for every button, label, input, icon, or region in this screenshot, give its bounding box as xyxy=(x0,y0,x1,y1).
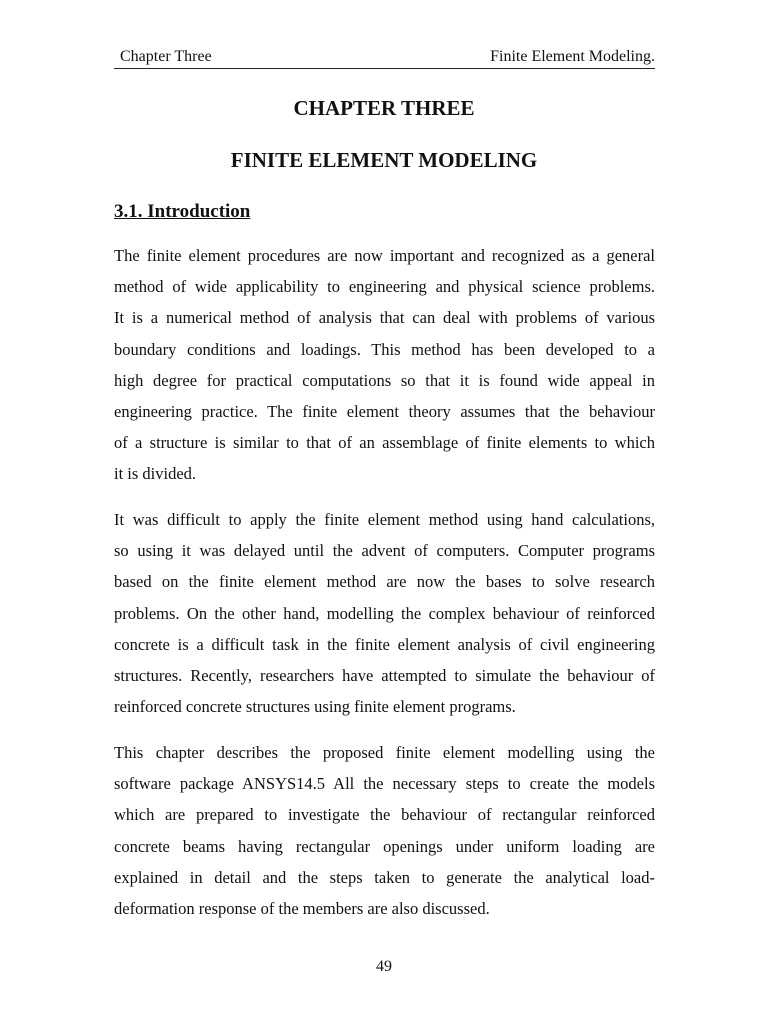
page-number: 49 xyxy=(376,958,392,975)
paragraph-line: software package ANSYS14.5 All the necessary steps to create the models xyxy=(114,774,655,794)
paragraph-line: boundary conditions and loadings. This method has been developed to a xyxy=(114,339,655,359)
paragraph-line: deformation response of the members are also discussed. xyxy=(114,898,490,918)
paragraph-1 xyxy=(114,240,655,490)
paragraph-3 xyxy=(114,737,655,924)
paragraph-line: high degree for practical computations so that it is found wide appeal in xyxy=(114,370,655,390)
paragraph-line: The finite element procedures are now important and recognized as a general xyxy=(114,246,655,265)
paragraph-line: structures. Recently, researchers have attempted to simulate the behaviour of xyxy=(114,665,655,685)
running-header xyxy=(114,46,655,69)
paragraph-line: method of wide applicability to engineering and physical science problems. xyxy=(114,277,655,297)
paragraph-line: which are prepared to investigate the behaviour of rectangular reinforced xyxy=(114,805,655,825)
chapter-label: CHAPTER THREE xyxy=(293,96,475,120)
paragraph-line: of a structure is similar to that of an assemblage of finite elements to which xyxy=(114,433,655,453)
header-chapter-label: Chapter Three xyxy=(120,48,212,65)
chapter-title: FINITE ELEMENT MODELING xyxy=(230,148,538,172)
paragraph-line: concrete beams having rectangular openings under uniform loading are xyxy=(114,836,655,856)
paragraph-line: so using it was delayed until the advent of computers. Computer programs xyxy=(114,541,655,561)
paragraph-2 xyxy=(114,504,655,722)
paragraph-line: based on the finite element method are now the bases to solve research xyxy=(114,572,655,592)
paragraph-line: It was difficult to apply the finite element method using hand calculations, xyxy=(114,510,655,529)
paragraph-line: concrete is a difficult task in the finite element analysis of civil engineering xyxy=(114,634,655,654)
paragraph-line: engineering practice. The finite element theory assumes that the behaviour xyxy=(114,401,655,421)
paragraph-line: explained in detail and the steps taken to generate the analytical load- xyxy=(114,867,655,887)
paragraph-line: problems. On the other hand, modelling the complex behaviour of reinforced xyxy=(114,603,655,623)
header-chapter-title: Finite Element Modeling. xyxy=(490,48,655,65)
paragraph-line: reinforced concrete structures using finite element programs. xyxy=(114,697,516,717)
paragraph-line: it is divided. xyxy=(114,464,197,484)
section-heading: 3.1. Introduction xyxy=(114,201,251,222)
paragraph-line: This chapter describes the proposed finite element modelling using the xyxy=(114,743,655,762)
paragraph-line: It is a numerical method of analysis that can deal with problems of various xyxy=(114,308,655,328)
